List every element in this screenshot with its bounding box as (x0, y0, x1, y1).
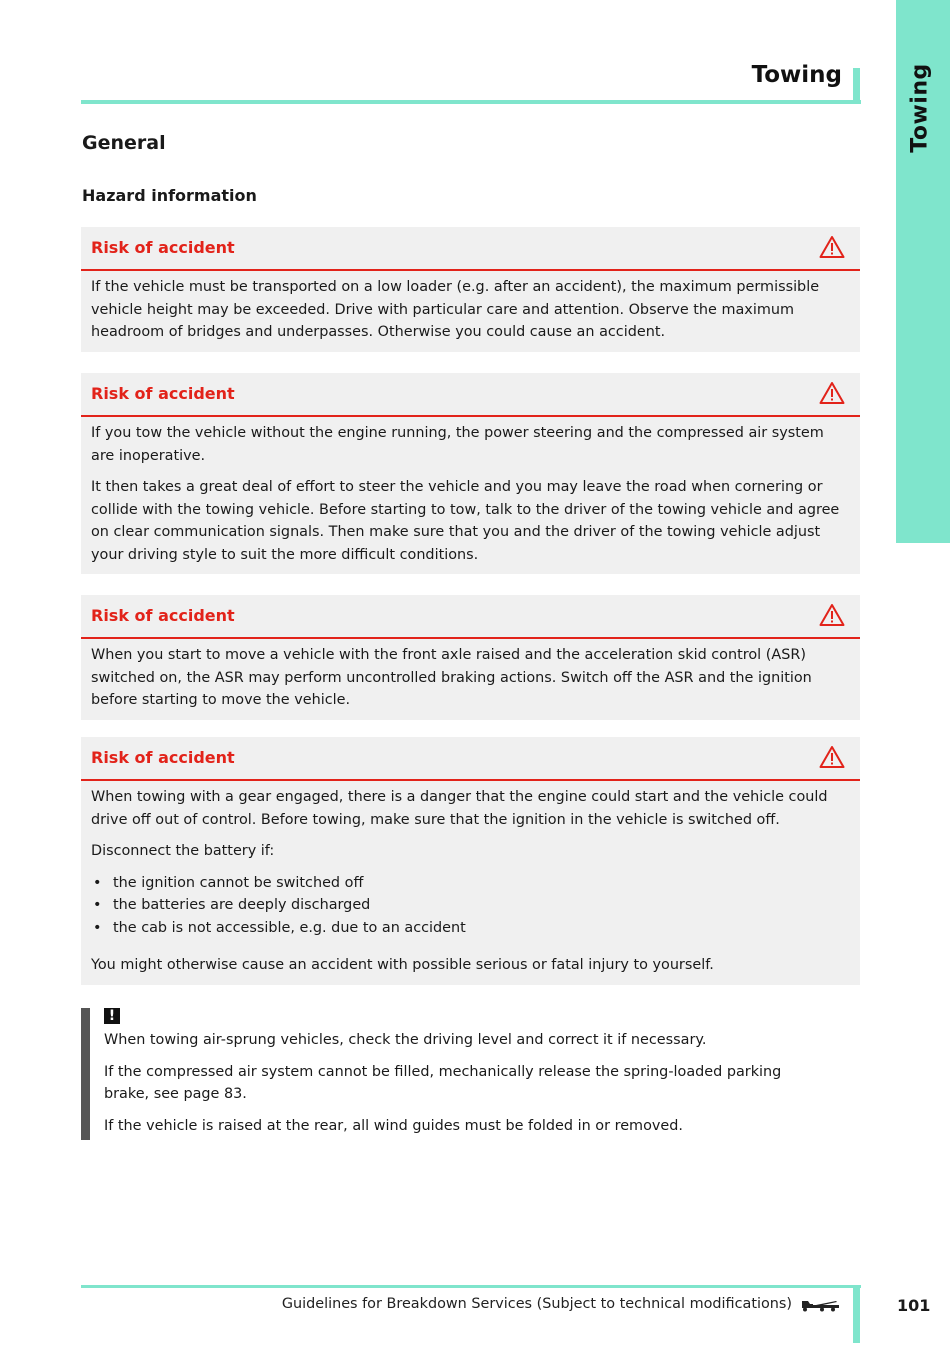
list-item: • the cab is not accessible, e.g. due to an accident (91, 917, 850, 940)
warning-box (81, 373, 860, 574)
warning-triangle-icon (819, 745, 845, 769)
exclamation-icon: ! (104, 1008, 120, 1024)
tow-truck-icon (800, 1297, 840, 1313)
notice-bar (81, 1008, 90, 1140)
warning-body (81, 639, 860, 720)
warning-paragraph: Disconnect the battery if: (91, 843, 275, 859)
notice-body (104, 1029, 824, 1146)
warning-header (81, 373, 860, 417)
warning-title: Risk of accident (91, 238, 235, 257)
warning-box (81, 737, 860, 985)
footer-rule (81, 1285, 861, 1288)
warning-paragraph: When you start to move a vehicle with the front axle raised and the acceleration skid control (ASR) switched on, the ASR may perform uncontrolled braking actions. Switch off the ASR and the ignition before starting to move the vehicle. (91, 647, 812, 708)
warning-header (81, 595, 860, 639)
warning-triangle-icon (819, 381, 845, 405)
warning-box (81, 227, 860, 352)
notice-box (81, 1008, 841, 1140)
title-rule (81, 100, 861, 104)
page-title: Towing (751, 62, 842, 88)
warning-closing: You might otherwise cause an accident with possible serious or fatal injury to yourself. (91, 957, 714, 973)
list-item: • the ignition cannot be switched off (91, 872, 850, 895)
warning-bullet-list (91, 872, 850, 940)
warning-triangle-icon (819, 235, 845, 259)
warning-box (81, 595, 860, 720)
section-title: General (82, 132, 166, 154)
warning-triangle-icon (819, 603, 845, 627)
title-rule-edge (853, 68, 860, 104)
warning-body (81, 417, 860, 574)
list-item: • the batteries are deeply discharged (91, 894, 850, 917)
side-tab-label: Towing (907, 63, 933, 153)
footer-rule-edge (853, 1285, 860, 1343)
warning-title: Risk of accident (91, 748, 235, 767)
notice-paragraph: When towing air-sprung vehicles, check the driving level and correct it if necessary. (104, 1032, 707, 1048)
footer-text: Guidelines for Breakdown Services (Subject to technical modifications) (281, 1296, 792, 1312)
warning-paragraph: If you tow the vehicle without the engine running, the power steering and the compressed air system are inoperative. (91, 425, 824, 464)
page-number: 101 (897, 1296, 931, 1315)
subsection-title: Hazard information (82, 186, 257, 205)
warning-body (81, 781, 860, 985)
warning-header (81, 227, 860, 271)
notice-paragraph: If the compressed air system cannot be filled, mechanically release the spring-loaded parking brake, see page 83. (104, 1063, 782, 1102)
warning-paragraph: If the vehicle must be transported on a low loader (e.g. after an accident), the maximum permissible vehicle height may be exceeded. Drive with particular care and attention. Observe the maximum headroom of bridges and underpasses. Otherwise you could cause an accident. (91, 279, 820, 340)
warning-header (81, 737, 860, 781)
notice-paragraph: If the vehicle is raised at the rear, all wind guides must be folded in or removed. (104, 1117, 683, 1134)
warning-paragraph: It then takes a great deal of effort to steer the vehicle and you may leave the road when cornering or collide with the towing vehicle. Before starting to tow, talk to the driver of the towing vehicle and agree on clear communication signals. Then make sure that you and the driver of the towing vehicle adjust your driving style to suit the more difficult conditions. (91, 479, 840, 563)
warning-paragraph: When towing with a gear engaged, there is a danger that the engine could start and the vehicle could drive off out of control. Before towing, make sure that the ignition in the vehicle is switched off. (91, 789, 828, 828)
warning-title: Risk of accident (91, 384, 235, 403)
warning-body (81, 271, 860, 352)
warning-title: Risk of accident (91, 606, 235, 625)
